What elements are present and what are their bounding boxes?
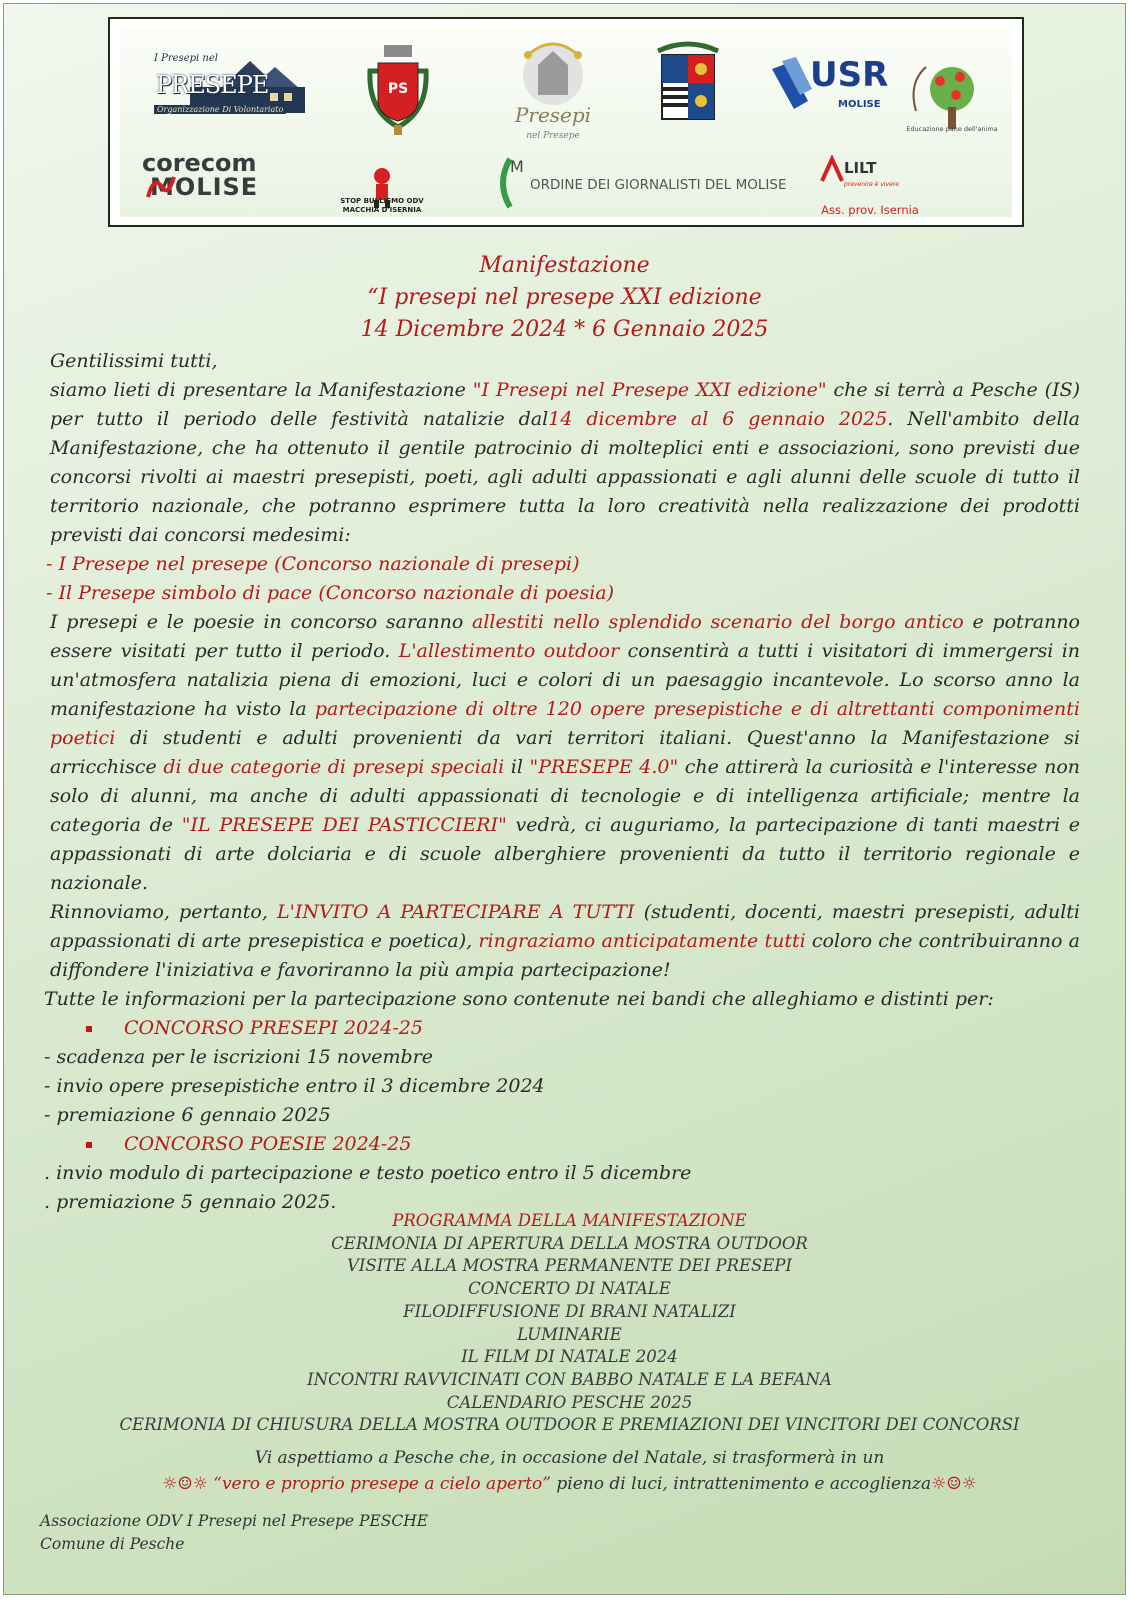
square-bullet-icon xyxy=(86,1026,92,1032)
program-item: CONCERTO DI NATALE xyxy=(468,1279,671,1299)
section-presepi-title: CONCORSO PRESEPI 2024-25 xyxy=(50,1014,1080,1043)
presepi-logo-line2: nel Presepe xyxy=(526,131,580,141)
ordine-name: ORDINE DEI GIORNALISTI DEL MOLISE xyxy=(530,177,787,193)
signature-comune: Comune di Pesche xyxy=(40,1535,185,1553)
comune-pesche-crest xyxy=(358,41,438,141)
istituto-motto: Educazione pane dell'anima xyxy=(906,125,998,133)
contest-poesia: - Il Presepe simbolo di pace (Concorso nazionale di poesia) xyxy=(46,582,615,604)
title-line1: Manifestazione xyxy=(479,253,650,278)
ordine-giornalisti-logo xyxy=(492,155,787,211)
usr-name: USR xyxy=(810,55,889,95)
program-item: IL FILM DI NATALE 2024 xyxy=(461,1347,678,1367)
usr-molise-logo xyxy=(768,49,889,129)
sun-smiley-icon: ☼☺☼ xyxy=(162,1474,208,1494)
intro-paragraph: siamo lieti di presentare la Manifestazione "I Presepi nel Presepe XXI edizione" che si terrà a Pesche (IS) per tutto il periodo delle festività natalizie dal14 dicembre al 6 gennaio 2025. Nell'ambito della Manifestazione, che ha ottenuto il gentile patrocinio di molteplici enti e associazioni, sono previsti due concorsi rivolti ai maestri presepisti, poeti, agli adulti appassionati e agli alunni delle scuole di tutto il territorio nazionale, che potranno esprimere tutta la loro creatività nella realizzazione dei prodotti previsti dai concorsi medesimi: xyxy=(50,379,1081,546)
info-paragraph: Tutte le informazioni per la partecipazione sono contenute nei bandi che alleghiamo e distinti per: xyxy=(44,988,994,1010)
istituto-comprensivo-logo xyxy=(902,49,1002,145)
list-item: . invio modulo di partecipazione e testo poetico entro il 5 dicembre xyxy=(44,1162,692,1184)
closing-line2 xyxy=(4,1471,1131,1497)
lilt-caption: Ass. prov. Isernia xyxy=(821,203,919,217)
lilt-name: LILT xyxy=(844,159,877,177)
presepi-org-line2: PRESEPE xyxy=(156,71,269,99)
closing-quote: “vero e proprio presepe a cielo aperto” xyxy=(207,1474,551,1494)
letter-body xyxy=(44,347,1081,1217)
usr-sub: MOLISE xyxy=(838,99,881,110)
stop-bullismo-logo xyxy=(332,153,432,223)
title-dates: 14 Dicembre 2024 * 6 Gennaio 2025 xyxy=(360,317,769,342)
presepi-logo-line1: Presepi xyxy=(514,103,592,127)
crest-initials: PS xyxy=(387,81,409,97)
closing-rest: pieno di luci, intrattenimento e accoglienza xyxy=(550,1474,932,1494)
logo-banner xyxy=(108,17,1024,227)
province-crest xyxy=(648,41,728,133)
program-item: CERIMONIA DI CHIUSURA DELLA MOSTRA OUTDOOR E PREMIAZIONI DEI VINCITORI DEI CONCORSI xyxy=(119,1415,1020,1435)
list-item: - scadenza per le iscrizioni 15 novembre xyxy=(44,1046,433,1068)
list-item: - invio opere presepistiche entro il 3 dicembre 2024 xyxy=(44,1075,545,1097)
signature xyxy=(40,1510,428,1556)
ordine-letter: M xyxy=(510,157,524,176)
signature-association: Associazione ODV I Presepi nel Presepe PESCHE xyxy=(40,1512,429,1530)
presepi-org-line3: Organizzazione Di Volontariato xyxy=(154,105,286,114)
event-title xyxy=(4,250,1125,346)
corecom-line2: MOLISE xyxy=(150,173,259,201)
page xyxy=(3,3,1126,1595)
program-item: CERIMONIA DI APERTURA DELLA MOSTRA OUTDOOR xyxy=(331,1233,808,1253)
greeting: Gentilissimi tutti, xyxy=(50,350,218,372)
description-paragraph: I presepi e le poesie in concorso saranno allestiti nello splendido scenario del borgo antico e potranno essere visitati per tutto il periodo. L'allestimento outdoor consentirà a tutti i visitatori di immergersi in un'atmosfera natalizia piena di emozioni, luci e colori di un paesaggio incantevole. Lo scorso anno la manifestazione ha visto la partecipazione di oltre 120 opere presepistiche e di altrettanti componimenti poetici di studenti e adulti provenienti da vari territori italiani. Quest'anno la Manifestazione si arricchisce di due categorie di presepi speciali il "PRESEPE 4.0" che attirerà la curiosità e l'interesse non solo di alunni, ma anche di adulti appassionati di tecnologie e di intelligenza artificiale; mentre la categoria de "IL PRESEPE DEI PASTICCIERI" vedrà, ci auguriamo, la partecipazione di tanti maestri e appassionati di arte dolciaria e di scuole alberghiere provenienti da tutto il territorio regionale e nazionale. xyxy=(50,611,1081,894)
presepi-nel-presepe-logo xyxy=(498,35,608,147)
program-item: VISITE ALLA MOSTRA PERMANENTE DEI PRESEPI xyxy=(346,1256,793,1276)
corecom-line1: corecom xyxy=(142,149,257,177)
corecom-red-wave-icon xyxy=(146,171,176,201)
lilt-logo xyxy=(810,151,930,223)
sun-smiley-icon: ☼☺☼ xyxy=(931,1474,977,1494)
program-item: INCONTRI RAVVICINATI CON BABBO NATALE E LA BEFANA xyxy=(307,1369,832,1389)
closing-line1: Vi aspettiamo a Pesche che, in occasione del Natale, si trasformerà in un xyxy=(254,1448,885,1468)
stop-bullismo-line2: MACCHIA D'ISERNIA xyxy=(342,206,422,214)
program-item: FILODIFFUSIONE DI BRANI NATALIZI xyxy=(403,1301,736,1321)
closing-message xyxy=(4,1445,1131,1497)
program-item: LUMINARIE xyxy=(517,1324,622,1344)
program-heading: PROGRAMMA DELLA MANIFESTAZIONE xyxy=(392,1211,747,1230)
program-list xyxy=(4,1210,1131,1437)
title-line2: “I presepi nel presepe XXI edizione xyxy=(367,285,762,310)
corecom-molise-logo xyxy=(142,149,282,201)
presepi-org-logo xyxy=(150,49,310,119)
province-shield-icon xyxy=(648,41,728,133)
presepi-org-line1: I Presepi nel xyxy=(154,53,218,64)
section-poesie-title: CONCORSO POESIE 2024-25 xyxy=(50,1130,1080,1159)
contest-presepi: - I Presepe nel presepe (Concorso nazionale di presepi) xyxy=(46,553,580,575)
list-item: - premiazione 6 gennaio 2025 xyxy=(44,1104,331,1126)
list-item: . premiazione 5 gennaio 2025. xyxy=(44,1191,337,1213)
lilt-tagline: prevenire è vivere xyxy=(844,181,899,188)
invitation-paragraph: Rinnoviamo, pertanto, L'INVITO A PARTECIPARE A TUTTI (studenti, docenti, maestri presepisti, adulti appassionati di arte presepistica e poetica), ringraziamo anticipatamente tutti coloro che contribuiranno a diffondere l'iniziativa e favoriranno la più ampia partecipazione! xyxy=(50,901,1080,981)
square-bullet-icon xyxy=(86,1142,92,1148)
program-item: CALENDARIO PESCHE 2025 xyxy=(446,1392,693,1412)
stop-bullismo-line1: STOP BULLISMO ODV xyxy=(340,197,424,205)
